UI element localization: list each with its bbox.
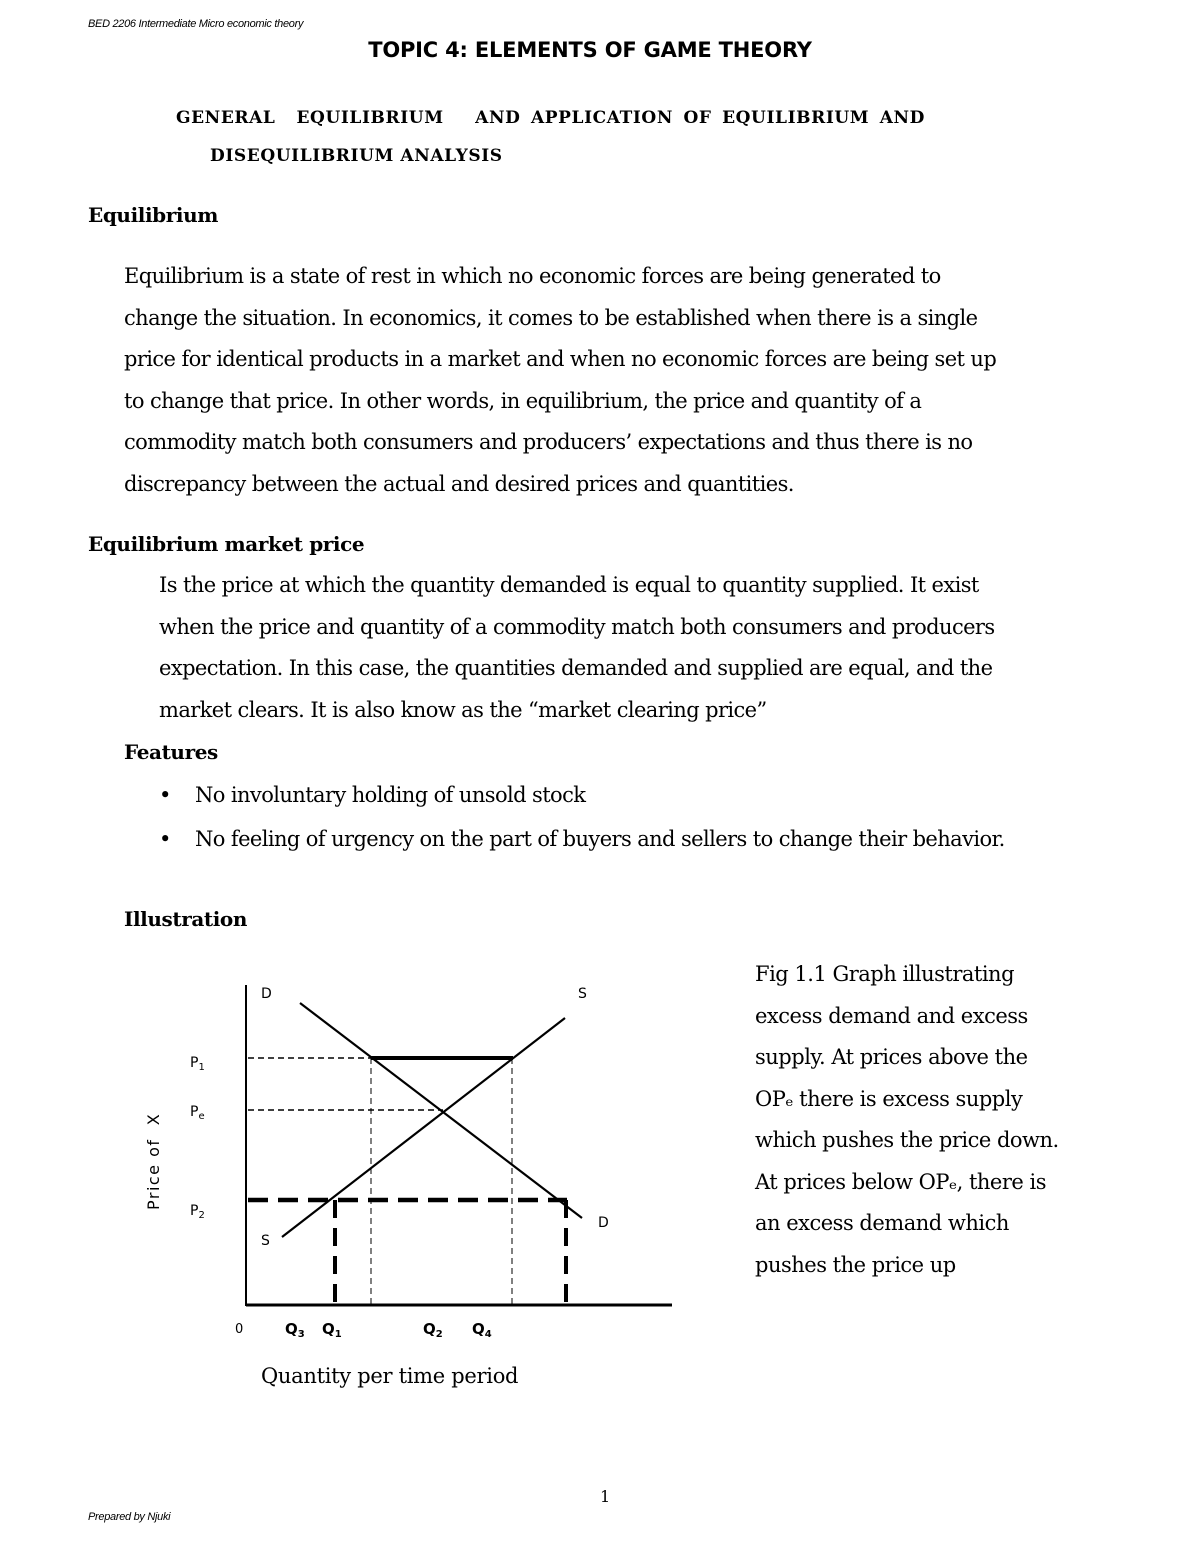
list-item <box>159 817 1005 861</box>
caption-line: supply. At prices above the <box>755 1045 1028 1069</box>
x-tick-q4: $Q_4$ <box>472 1320 492 1340</box>
x-axis-label: Quantity per time period <box>261 1364 519 1388</box>
paragraph-line: change the situation. In economics, it comes to be established when there is a single <box>124 305 978 330</box>
caption-line: which pushes the price down. <box>755 1128 1059 1152</box>
y-tick-p1: $P_1$ <box>190 1055 205 1073</box>
running-header: BED 2206 Intermediate Micro economic theory <box>88 18 304 30</box>
demand-curve <box>300 1003 582 1218</box>
market-price-paragraph <box>159 565 1159 731</box>
supply-label-top: S <box>578 986 587 1002</box>
equilibrium-paragraph <box>124 256 1144 505</box>
list-item-text: No feeling of urgency on the part of buyers and sellers to change their behavior. <box>195 827 1005 851</box>
x-tick-q3: $Q_3$ <box>285 1320 305 1340</box>
supply-label-bottom: S <box>261 1233 270 1249</box>
heading-illustration: Illustration <box>124 907 248 931</box>
paragraph-line: market clears. It is also know as the “market clearing price” <box>159 697 767 722</box>
demand-label-bottom: D <box>598 1215 609 1231</box>
supply-curve <box>282 1018 565 1237</box>
caption-line: excess demand and excess <box>755 1003 1028 1028</box>
paragraph-line: Is the price at which the quantity demanded is equal to quantity supplied. It exist <box>159 573 979 597</box>
x-tick-q2: $Q_2$ <box>423 1320 443 1340</box>
list-item-text: No involuntary holding of unsold stock <box>195 783 586 807</box>
caption-line: an excess demand which <box>755 1211 1009 1235</box>
paragraph-line: price for identical products in a market and when no economic forces are being set up <box>124 347 997 371</box>
caption-line: Fig 1.1 Graph illustrating <box>755 962 1015 986</box>
bullet-icon: • <box>159 783 171 807</box>
paragraph-line: Equilibrium is a state of rest in which no economic forces are being generated to <box>124 264 941 288</box>
x-tick-q1: $Q_1$ <box>322 1320 342 1340</box>
demand-label-top: D <box>261 986 272 1002</box>
caption-line: pushes the price up <box>755 1252 956 1277</box>
caption-line: At prices below OPₑ, there is <box>755 1169 1046 1194</box>
running-footer: Prepared by Njuki <box>88 1511 171 1523</box>
origin-label: 0 <box>235 1322 244 1337</box>
bullet-icon: • <box>159 827 171 851</box>
features-list <box>159 773 1005 861</box>
heading-equilibrium: Equilibrium <box>88 203 218 227</box>
caption-line: OPₑ there is excess supply <box>755 1086 1023 1111</box>
paragraph-line: expectation. In this case, the quantities demanded and supplied are equal, and the <box>159 656 993 680</box>
heading-equilibrium-market-price: Equilibrium market price <box>88 532 365 556</box>
paragraph-line: when the price and quantity of a commodity match both consumers and producers <box>159 614 995 639</box>
page-number: 1 <box>600 1487 611 1506</box>
heading-features: Features <box>124 740 218 764</box>
figure-caption <box>755 954 1059 1286</box>
page-title: TOPIC 4: ELEMENTS OF GAME THEORY <box>368 38 812 62</box>
paragraph-line: discrepancy between the actual and desired prices and quantities. <box>124 471 794 496</box>
y-tick-pe: $P_e$ <box>190 1104 205 1122</box>
y-tick-p2: $P_2$ <box>190 1203 205 1221</box>
paragraph-line: commodity match both consumers and producers’ expectations and thus there is no <box>124 430 973 454</box>
y-axis-label: Price of X <box>144 1112 163 1210</box>
paragraph-line: to change that price. In other words, in equilibrium, the price and quantity of a <box>124 388 922 413</box>
list-item <box>159 773 1005 817</box>
subtitle-line-1: GENERAL EQUILIBRIUM AND APPLICATION OF EQUILIBRIUM AND <box>176 108 926 128</box>
subtitle-line-2: DISEQUILIBRIUM ANALYSIS <box>210 146 503 166</box>
